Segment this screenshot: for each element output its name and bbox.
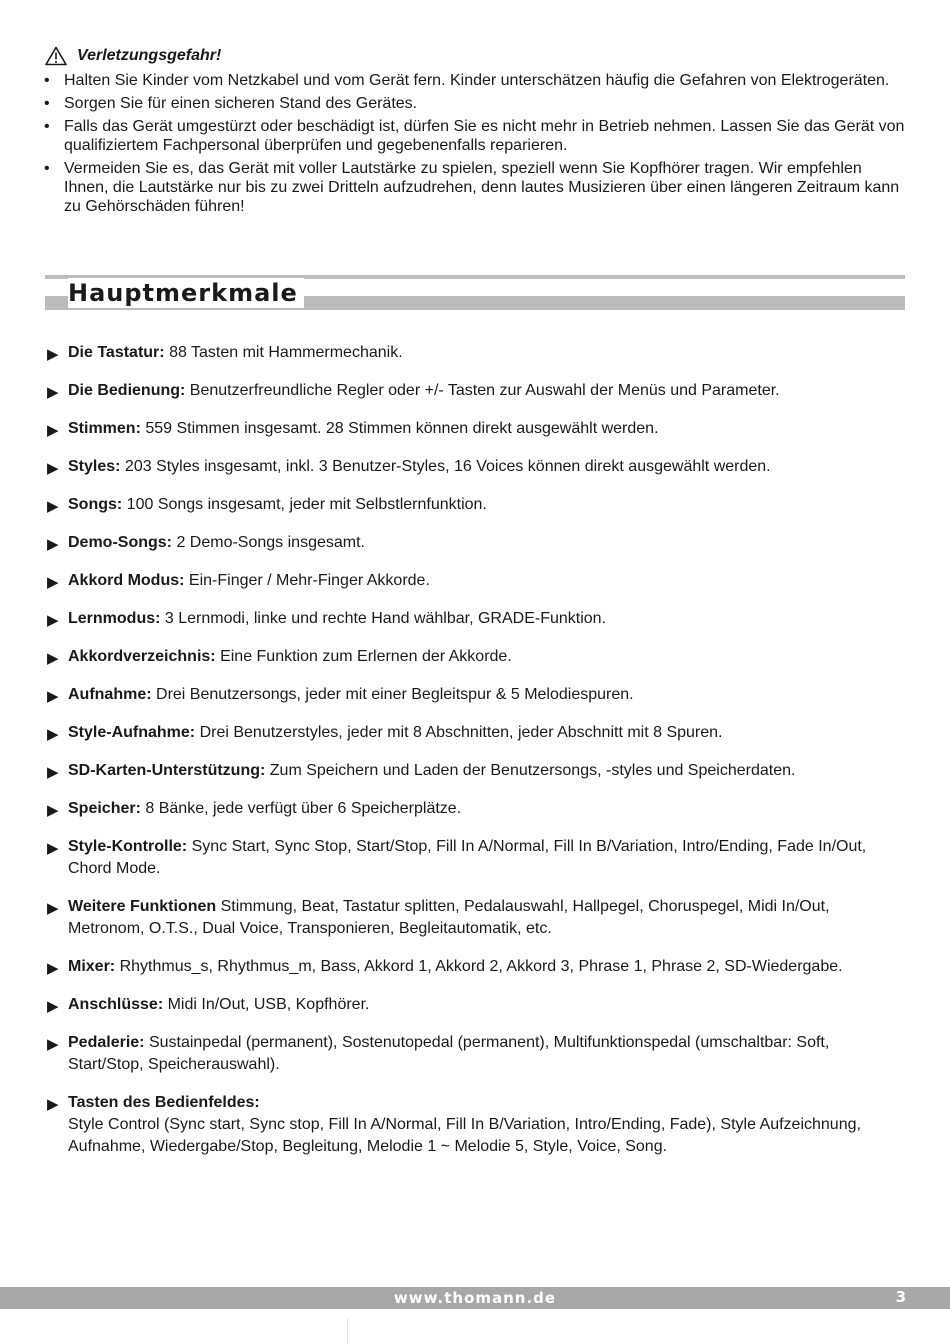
feature-label: Speicher: [68, 800, 141, 817]
feature-description: Zum Speichern und Laden der Benutzersongs, -styles und Speicherdaten. [269, 762, 796, 779]
page-footer [0, 1287, 950, 1309]
feature-label: Style-Kontrolle: [68, 838, 188, 855]
warning-block [44, 44, 910, 220]
arrow-bullet-icon: ▶ [47, 840, 59, 857]
feature-description: 88 Tasten mit Hammermechanik. [169, 344, 403, 361]
feature-item [46, 380, 908, 402]
feature-label: Demo-Songs: [68, 534, 172, 551]
arrow-bullet-icon: ▶ [47, 1036, 59, 1053]
warning-header [44, 44, 910, 68]
feature-item [46, 760, 908, 782]
feature-item [46, 342, 908, 364]
arrow-bullet-icon: ▶ [47, 998, 59, 1015]
feature-label: Anschlüsse: [68, 996, 164, 1013]
feature-description: Eine Funktion zum Erlernen der Akkorde. [220, 648, 512, 665]
feature-item [46, 608, 908, 630]
feature-description: Benutzerfreundliche Regler oder +/- Tasten zur Auswahl der Menüs und Parameter. [189, 382, 780, 399]
bullet-dot: • [44, 160, 50, 177]
feature-description: Midi In/Out, USB, Kopfhörer. [167, 996, 370, 1013]
warning-item-text: Sorgen Sie für einen sicheren Stand des Gerätes. [64, 95, 418, 112]
bullet-dot: • [44, 118, 50, 135]
warning-item [44, 71, 910, 90]
feature-item [46, 570, 908, 592]
feature-item [46, 956, 908, 978]
arrow-bullet-icon: ▶ [47, 726, 59, 743]
feature-item [46, 836, 908, 880]
page-number: 3 [895, 1288, 906, 1306]
feature-item [46, 418, 908, 440]
feature-description: 100 Songs insgesamt, jeder mit Selbstlernfunktion. [126, 496, 487, 513]
feature-description: 2 Demo-Songs insgesamt. [176, 534, 365, 551]
warning-list [44, 71, 910, 216]
feature-label: Lernmodus: [68, 610, 161, 627]
warning-item [44, 159, 910, 216]
warning-triangle-icon [45, 46, 67, 66]
feature-label: Styles: [68, 458, 121, 475]
arrow-bullet-icon: ▶ [47, 960, 59, 977]
feature-label: Akkordverzeichnis: [68, 648, 216, 665]
feature-item [46, 494, 908, 516]
feature-item [46, 994, 908, 1016]
arrow-bullet-icon: ▶ [47, 688, 59, 705]
feature-description: 3 Lernmodi, linke und rechte Hand wählbar, GRADE-Funktion. [164, 610, 607, 627]
arrow-bullet-icon: ▶ [47, 346, 59, 363]
feature-description: 8 Bänke, jede verfügt über 6 Speicherplätze. [145, 800, 462, 817]
arrow-bullet-icon: ▶ [47, 764, 59, 781]
arrow-bullet-icon: ▶ [47, 536, 59, 553]
feature-label: Mixer: [68, 958, 116, 975]
warning-item-text: Vermeiden Sie es, das Gerät mit voller Lautstärke zu spielen, speziell wenn Sie Kopfhörer tragen. Wir empfehlen Ihnen, die Lautstärke nur bis zu zwei Dritteln aufzudrehen, denn lautes Musizieren über einen längeren Zeitraum kann zu Gehörschäden führen! [64, 160, 900, 215]
warning-item-text: Halten Sie Kinder vom Netzkabel und vom Gerät fern. Kinder unterschätzen häufig die Gefahren von Elektrogeräten. [64, 72, 890, 89]
feature-label: Aufnahme: [68, 686, 152, 703]
footer-url: www.thomann.de [393, 1289, 557, 1307]
feature-list [46, 342, 908, 1174]
feature-label: Stimmen: [68, 420, 141, 437]
feature-label: Akkord Modus: [68, 572, 185, 589]
feature-description: Sustainpedal (permanent), Sostenutopedal (permanent), Multifunktionspedal (umschaltbar: Soft, Start/Stop, Speicherauswahl). [68, 1034, 830, 1073]
feature-label: Tasten des Bedienfeldes: [68, 1094, 260, 1111]
feature-description: Rhythmus_s, Rhythmus_m, Bass, Akkord 1, Akkord 2, Akkord 3, Phrase 1, Phrase 2, SD-Wiedergabe. [119, 958, 843, 975]
feature-item [46, 798, 908, 820]
feature-label: SD-Karten-Unterstützung: [68, 762, 266, 779]
feature-item [46, 1092, 908, 1158]
feature-item [46, 684, 908, 706]
arrow-bullet-icon: ▶ [47, 422, 59, 439]
arrow-bullet-icon: ▶ [47, 612, 59, 629]
feature-description: Drei Benutzersongs, jeder mit einer Begleitspur & 5 Melodiespuren. [156, 686, 634, 703]
bullet-dot: • [44, 72, 50, 89]
feature-description: Style Control (Sync start, Sync stop, Fill In A/Normal, Fill In B/Variation, Intro/Ending, Fade), Style Aufzeichnung, Aufnahme, Wiedergabe/Stop, Begleitung, Melodie 1 ~ Melodie 5, Style, Voice, Song. [68, 1116, 861, 1155]
feature-item [46, 456, 908, 478]
feature-label: Songs: [68, 496, 123, 513]
feature-description: 559 Stimmen insgesamt. 28 Stimmen können direkt ausgewählt werden. [145, 420, 659, 437]
warning-item [44, 94, 910, 113]
warning-item [44, 117, 910, 155]
warning-title: Verletzungsgefahr! [77, 47, 222, 64]
feature-description: 203 Styles insgesamt, inkl. 3 Benutzer-Styles, 16 Voices können direkt ausgewählt werden. [124, 458, 771, 475]
feature-item [46, 722, 908, 744]
feature-item [46, 532, 908, 554]
feature-item [46, 1032, 908, 1076]
warning-item-text: Falls das Gerät umgestürzt oder beschädigt ist, dürfen Sie es nicht mehr in Betrieb nehmen. Lassen Sie das Gerät von qualifiziertem Fachpersonal überprüfen und gegebenenfalls reparieren. [64, 118, 905, 154]
feature-description: Stimmung, Beat, Tastatur splitten, Pedalauswahl, Hallpegel, Choruspegel, Midi In/Out, Metronom, O.T.S., Dual Voice, Transponieren, Begleitautomatik, etc. [68, 898, 830, 937]
feature-description: Ein-Finger / Mehr-Finger Akkorde. [188, 572, 430, 589]
feature-description: Sync Start, Sync Stop, Start/Stop, Fill In A/Normal, Fill In B/Variation, Intro/Ending, Fade In/Out, Chord Mode. [68, 838, 867, 877]
section-title: Hauptmerkmale [68, 278, 304, 308]
page-gutter-line [347, 1318, 348, 1344]
arrow-bullet-icon: ▶ [47, 900, 59, 917]
arrow-bullet-icon: ▶ [47, 1096, 59, 1113]
feature-label: Die Tastatur: [68, 344, 165, 361]
feature-item [46, 646, 908, 668]
feature-label: Weitere Funktionen [68, 898, 217, 915]
arrow-bullet-icon: ▶ [47, 802, 59, 819]
arrow-bullet-icon: ▶ [47, 650, 59, 667]
arrow-bullet-icon: ▶ [47, 574, 59, 591]
feature-item [46, 896, 908, 940]
arrow-bullet-icon: ▶ [47, 384, 59, 401]
feature-label: Pedalerie: [68, 1034, 145, 1051]
feature-label: Style-Aufnahme: [68, 724, 196, 741]
feature-label: Die Bedienung: [68, 382, 186, 399]
arrow-bullet-icon: ▶ [47, 460, 59, 477]
bullet-dot: • [44, 95, 50, 112]
arrow-bullet-icon: ▶ [47, 498, 59, 515]
feature-description: Drei Benutzerstyles, jeder mit 8 Abschnitten, jeder Abschnitt mit 8 Spuren. [199, 724, 723, 741]
